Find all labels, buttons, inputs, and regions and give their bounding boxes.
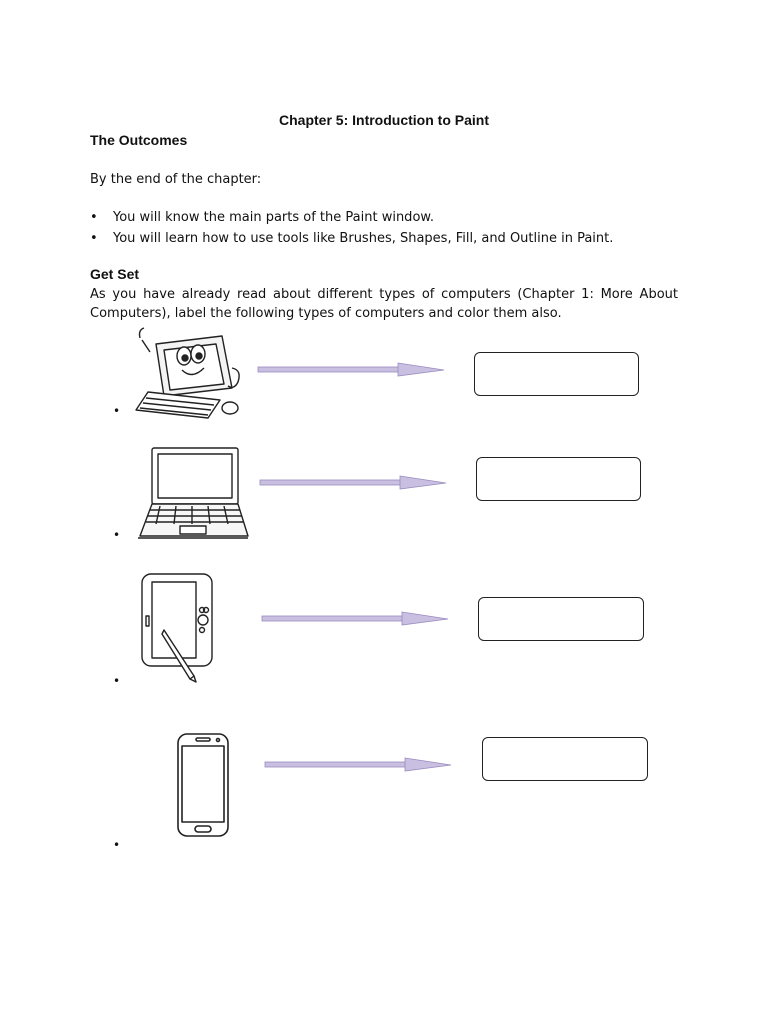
- label-answer-box[interactable]: [476, 457, 641, 501]
- row-bullet: •: [113, 404, 121, 418]
- outcomes-heading: The Outcomes: [90, 132, 188, 148]
- desktop-computer-icon: [134, 326, 244, 418]
- arrow-icon: [260, 475, 448, 491]
- arrow-icon: [258, 362, 446, 378]
- row-bullet: •: [113, 838, 121, 852]
- outcome-item: [90, 228, 613, 249]
- label-answer-box[interactable]: [474, 352, 639, 396]
- arrow-icon: [265, 757, 453, 773]
- getset-paragraph: As you have already read about different types of computers (Chapter 1: More About Computers), label the following types of computers and color them also.: [90, 287, 678, 321]
- intro-text: By the end of the chapter:: [90, 172, 262, 187]
- laptop-icon: [136, 444, 250, 542]
- label-answer-box[interactable]: [482, 737, 648, 781]
- bullet-dot: •: [90, 231, 98, 246]
- row-bullet: •: [113, 528, 121, 542]
- row-bullet: •: [113, 674, 121, 688]
- smartphone-icon: [176, 732, 230, 838]
- getset-heading: Get Set: [90, 266, 140, 282]
- outcome-text: You will know the main parts of the Paint window.: [113, 210, 434, 225]
- bullet-dot: •: [90, 210, 98, 225]
- arrow-icon: [262, 611, 450, 627]
- outcomes-list: [90, 207, 613, 249]
- outcome-text: You will learn how to use tools like Brushes, Shapes, Fill, and Outline in Paint.: [113, 231, 614, 246]
- tablet-icon: [140, 572, 218, 684]
- page-title: Chapter 5: Introduction to Paint: [279, 112, 489, 128]
- label-answer-box[interactable]: [478, 597, 644, 641]
- outcome-item: [90, 207, 613, 228]
